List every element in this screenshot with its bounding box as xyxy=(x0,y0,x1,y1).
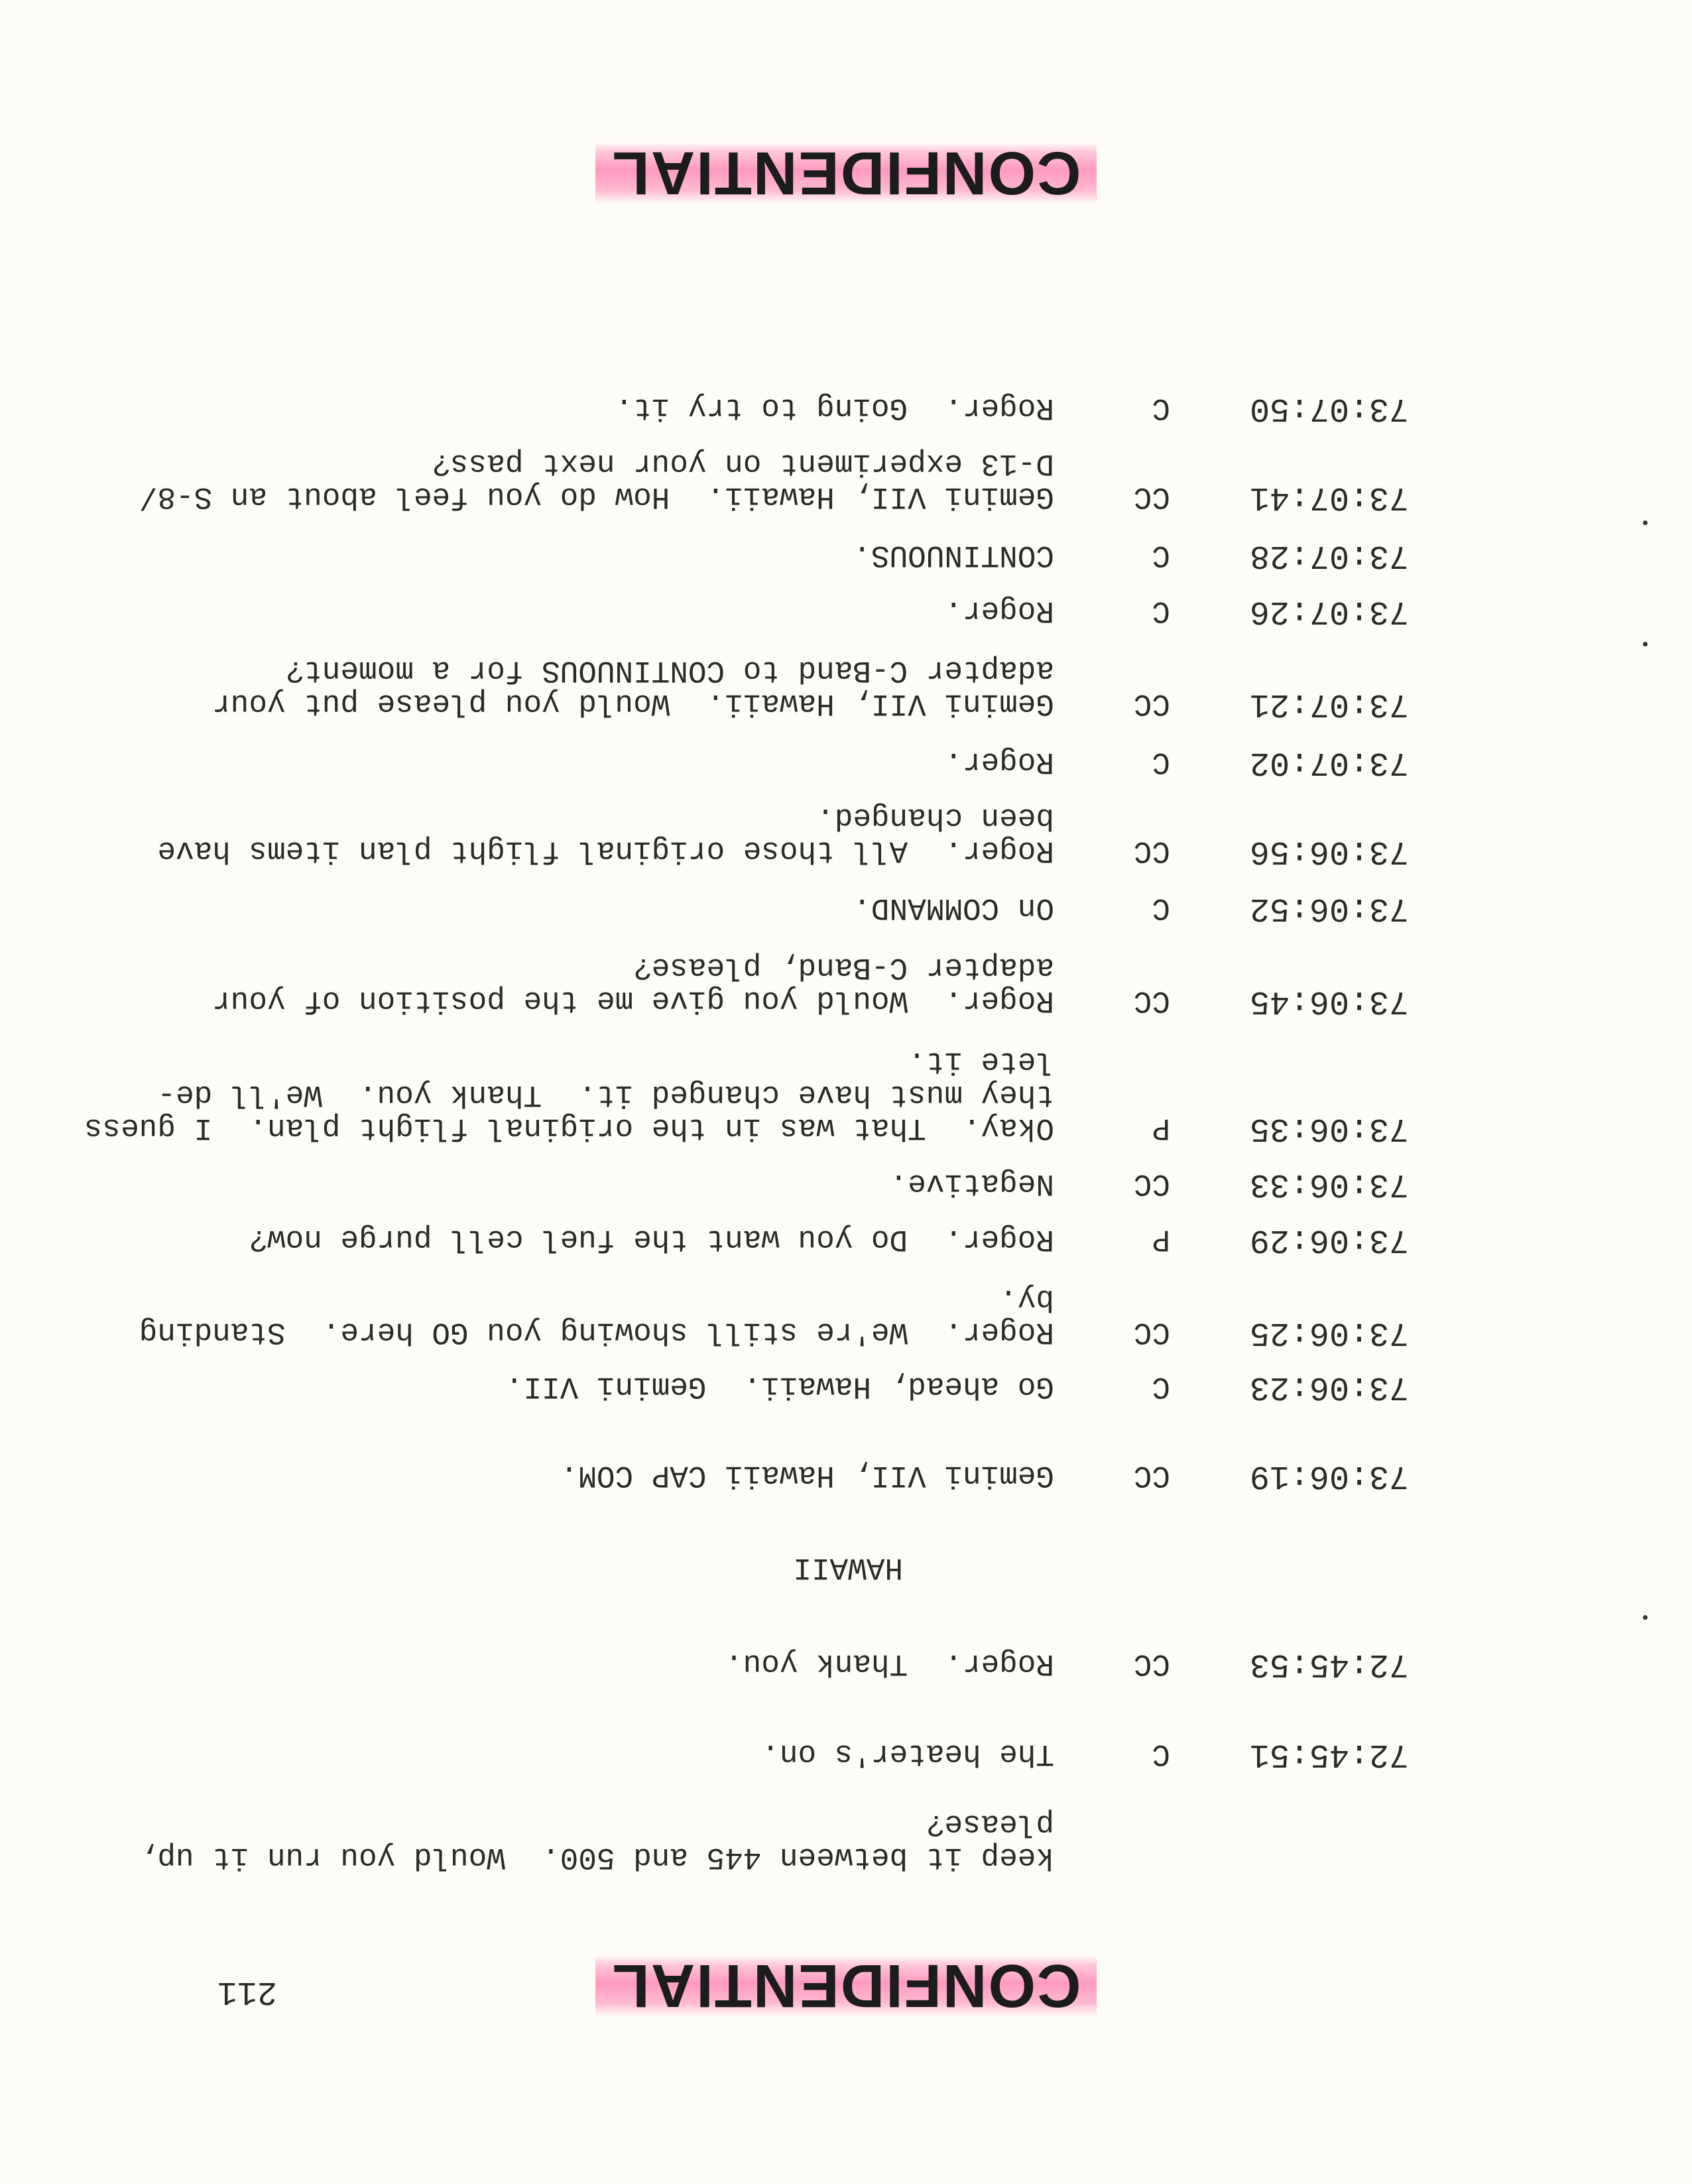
entry-text: they must have changed it. Thank you. We'll de- xyxy=(157,1077,1054,1112)
entry-speaker: CC xyxy=(1133,686,1170,721)
entry-speaker: CC xyxy=(1133,833,1170,868)
entry-text: The heater's on. xyxy=(761,1736,1054,1771)
entry-time: 73:06:35 xyxy=(1249,1109,1409,1147)
entry-speaker: CC xyxy=(1133,1646,1170,1681)
entry-time: 73:06:29 xyxy=(1249,1221,1409,1258)
binder-hole-mark xyxy=(1643,1615,1648,1620)
entry-speaker: C xyxy=(1152,745,1170,779)
continuation-line: keep it between 445 and 500. Would you run it up, xyxy=(139,1840,1054,1874)
entry-text: Roger. Do you want the fuel cell purge now? xyxy=(249,1222,1054,1256)
continuation-line: please? xyxy=(926,1807,1054,1841)
entry-text: Roger. Thank you. xyxy=(725,1646,1054,1681)
entry-text: Roger. xyxy=(944,745,1054,779)
entry-speaker: C xyxy=(1152,890,1170,925)
entry-time: 73:06:23 xyxy=(1249,1368,1409,1406)
confidential-stamp-text: CONFIDENTIAL xyxy=(595,143,1097,204)
entry-time: 73:07:21 xyxy=(1249,685,1409,723)
entry-speaker: CC xyxy=(1133,1458,1170,1492)
entry-text: D-13 experiment on your next pass? xyxy=(432,446,1054,481)
entry-time: 73:07:41 xyxy=(1249,478,1409,516)
entry-time: 73:07:50 xyxy=(1249,389,1409,427)
entry-speaker: C xyxy=(1152,391,1170,425)
page-number: 211 xyxy=(217,1972,277,2010)
confidential-stamp-bottom xyxy=(0,139,1692,207)
binder-hole-mark xyxy=(1643,520,1648,525)
entry-time: 73:06:25 xyxy=(1249,1313,1409,1351)
section-header-hawaii: HAWAII xyxy=(793,1550,903,1585)
entry-text: Roger. Going to try it. xyxy=(615,391,1054,425)
entry-text: Negative. xyxy=(889,1166,1054,1201)
entry-speaker: P xyxy=(1152,1222,1170,1256)
entry-speaker: CC xyxy=(1133,479,1170,514)
entry-text: Roger. Would you give me the position of your xyxy=(212,983,1054,1018)
entry-speaker: CC xyxy=(1133,983,1170,1018)
entry-time: 73:07:28 xyxy=(1249,536,1409,574)
entry-speaker: C xyxy=(1152,538,1170,572)
entry-time: 73:07:02 xyxy=(1249,743,1409,781)
binder-hole-mark xyxy=(1643,642,1648,646)
entry-text: Okay. That was in the original flight plan. I guess xyxy=(84,1111,1054,1145)
entry-text: been changed. xyxy=(816,800,1054,835)
entry-time: 72:45:53 xyxy=(1249,1645,1409,1683)
entry-speaker: C xyxy=(1152,1736,1170,1771)
entry-time: 72:45:51 xyxy=(1249,1735,1409,1773)
entry-time: 73:07:26 xyxy=(1249,592,1409,630)
entry-text: On COMMAND. xyxy=(853,890,1054,925)
entry-text: Go ahead, Hawaii. Gemini VII. xyxy=(505,1369,1054,1404)
entry-text: Gemini VII, Hawaii CAP COM. xyxy=(560,1458,1054,1492)
entry-speaker: C xyxy=(1152,1369,1170,1404)
entry-time: 73:06:52 xyxy=(1249,889,1409,927)
entry-text: Roger. xyxy=(944,593,1054,628)
entry-text: lete it. xyxy=(908,1044,1054,1079)
entry-time: 73:06:33 xyxy=(1249,1165,1409,1203)
entry-speaker: CC xyxy=(1133,1166,1170,1201)
entry-time: 73:06:56 xyxy=(1249,832,1409,870)
entry-text: by. xyxy=(999,1282,1054,1316)
entry-text: CONTINUOUS. xyxy=(853,538,1054,572)
entry-speaker: P xyxy=(1152,1111,1170,1145)
entry-time: 73:06:45 xyxy=(1249,982,1409,1020)
entry-text: Gemini VII, Hawaii. How do you feel about an S-8/ xyxy=(139,479,1054,514)
entry-text: Roger. All those original flight plan items have xyxy=(157,833,1054,868)
confidential-stamp-text: CONFIDENTIAL xyxy=(595,1955,1097,2016)
entry-text: Gemini VII, Hawaii. Would you please put your xyxy=(212,686,1054,721)
entry-speaker: C xyxy=(1152,593,1170,628)
entry-text: Roger. We're still showing you GO here. Standing xyxy=(139,1315,1054,1349)
entry-time: 73:06:19 xyxy=(1249,1457,1409,1494)
entry-speaker: CC xyxy=(1133,1315,1170,1349)
entry-text: adapter C-Band to CONTINUOUS for a moment? xyxy=(285,653,1054,688)
entry-text: adapter C-Band, please? xyxy=(633,950,1054,985)
